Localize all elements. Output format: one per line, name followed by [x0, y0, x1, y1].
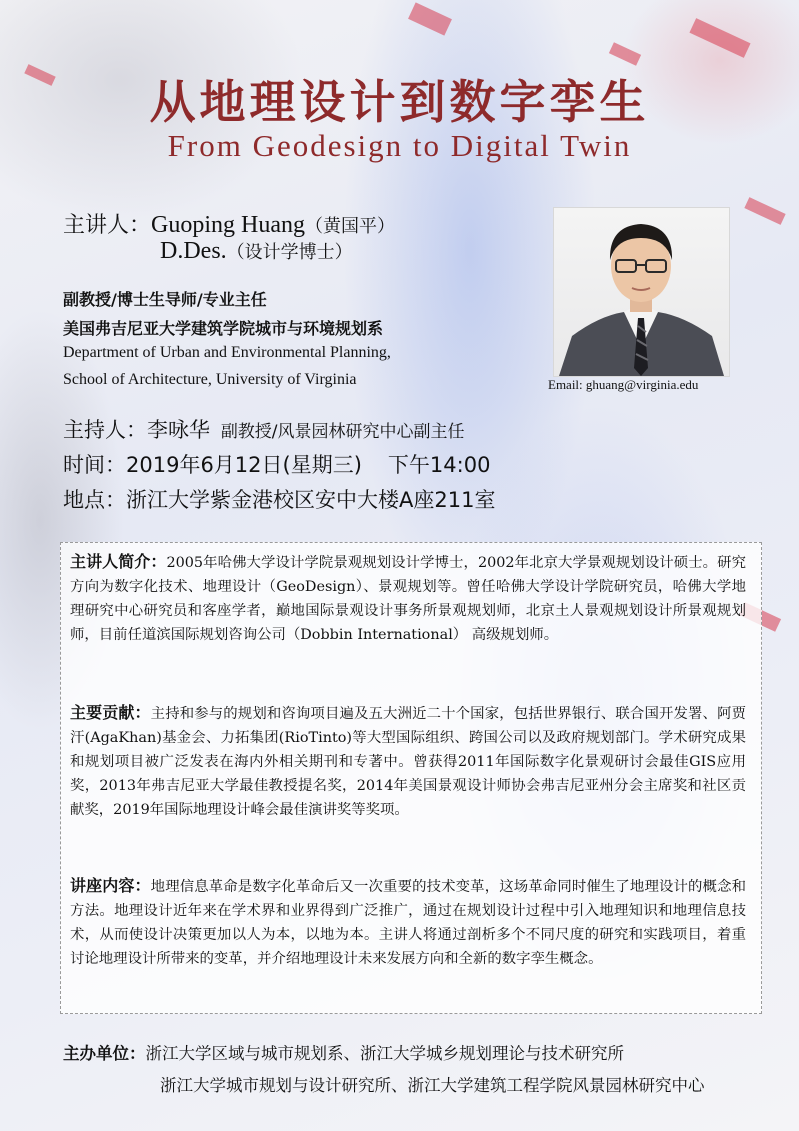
background-map-accent: [408, 2, 452, 35]
host-title-text: 副教授/风景园林研究中心副主任: [220, 422, 465, 442]
speaker-photo: [553, 207, 730, 377]
speaker-affiliation-cn: 美国弗吉尼亚大学建筑学院城市与环境规划系: [63, 319, 384, 338]
contributions-text: 主持和参与的规划和咨询项目遍及五大洲近二十个国家，包括世界银行、联合国开发署、阿贾汗(AgaKhan)基金会、力拓集团(RioTinto)等大型国际组织、跨国公司以及政府规划部门。学术研究成果和规划项目被广泛发表在海内外相关期刊和专著中。曾获得2011年国际数字化景观研讨会最佳GIS应用奖，2013年弗吉尼亚大学最佳教授提名奖，2014年美国景观设计师协会弗吉尼亚州分会主席奖和社区贡献奖，2019年国际地理设计峰会最佳演讲奖等奖项。: [70, 706, 746, 818]
poster-subtitle: From Geodesign to Digital Twin: [167, 128, 632, 163]
speaker-affiliation-en-1: Department of Urban and Environmental Planning,: [63, 344, 391, 361]
speaker-degree-cn: （设计学博士）: [226, 242, 353, 263]
host-label: 主持人：: [63, 418, 147, 442]
organizers-line2: 浙江大学城市规划与设计研究所、浙江大学建筑工程学院风景园林研究中心: [160, 1076, 705, 1095]
speaker-degree-en: D.Des.: [160, 238, 227, 264]
venue-line: [63, 484, 495, 514]
time-hour: 下午14:00: [387, 453, 491, 477]
intro-text: 2005年哈佛大学设计学院景观规划设计学博士，2002年北京大学景观规划设计硕士。研究方向为数字化技术、地理设计（GeoDesign）、景观规划等。曾任哈佛大学设计学院研究员，哈佛大学地理研究中心研究员和客座学者，巅地国际景观设计事务所景观规划师，北京土人景观规划设计所景观规划师，目前任道滨国际规划咨询公司（Dobbin International） 高级规划师。: [70, 555, 746, 643]
main-contributions: [70, 701, 746, 822]
venue-place: 浙江大学紫金港校区安中大楼A座211室: [126, 488, 496, 512]
speaker-label: 主讲人：: [63, 213, 152, 238]
speaker-affiliation-en-2: School of Architecture, University of Virginia: [63, 371, 357, 388]
lecture-text: 地理信息革命是数字化革命后又一次重要的技术变革，这场革命同时催生了地理设计的概念和方法。地理设计近年来在学术界和业界得到广泛推广，通过在规划设计过程中引入地理知识和地理信息技术，从而使设计决策更加以人为本，以地为本。主讲人将通过剖析多个不同尺度的研究和实践项目，着重讨论地理设计所带来的变革，并介绍地理设计未来发展方向和全新的数字孪生概念。: [70, 879, 746, 967]
organizers-line1: 浙江大学区域与城市规划系、浙江大学城乡规划理论与技术研究所: [145, 1044, 624, 1063]
time-label: 时间：: [63, 453, 126, 477]
speaker-name-line: [63, 208, 395, 239]
organizers-line-2: [160, 1072, 705, 1096]
poster-title: 从地理设计到数字孪生: [149, 75, 650, 129]
speaker-name-cn: （黄国平）: [305, 216, 395, 237]
background-map-accent: [609, 42, 641, 66]
host-name: 李咏华: [147, 418, 210, 442]
host-title: [210, 422, 465, 442]
speaker-name-en: Guoping Huang: [151, 212, 305, 238]
lecture-heading: 讲座内容：: [70, 876, 151, 895]
host-line: [63, 414, 465, 444]
intro-heading: 主讲人简介：: [70, 552, 167, 571]
speaker-email: Email: ghuang@virginia.edu: [548, 377, 699, 392]
venue-label: 地点：: [63, 488, 126, 512]
speaker-titles: 副教授/博士生导师/专业主任: [63, 290, 267, 309]
contributions-heading: 主要贡献：: [70, 703, 151, 722]
lecture-content: [70, 874, 746, 971]
organizers-label: 主办单位：: [63, 1044, 146, 1063]
speaker-degree-line: [160, 238, 353, 265]
speaker-portrait-icon: [554, 208, 729, 376]
time-line: [63, 449, 490, 479]
organizers-line-1: [63, 1040, 624, 1064]
background-map-accent: [744, 197, 785, 225]
background-map-accent: [689, 18, 750, 58]
speaker-intro: [70, 550, 746, 647]
time-date: 2019年6月12日(星期三): [126, 453, 362, 477]
